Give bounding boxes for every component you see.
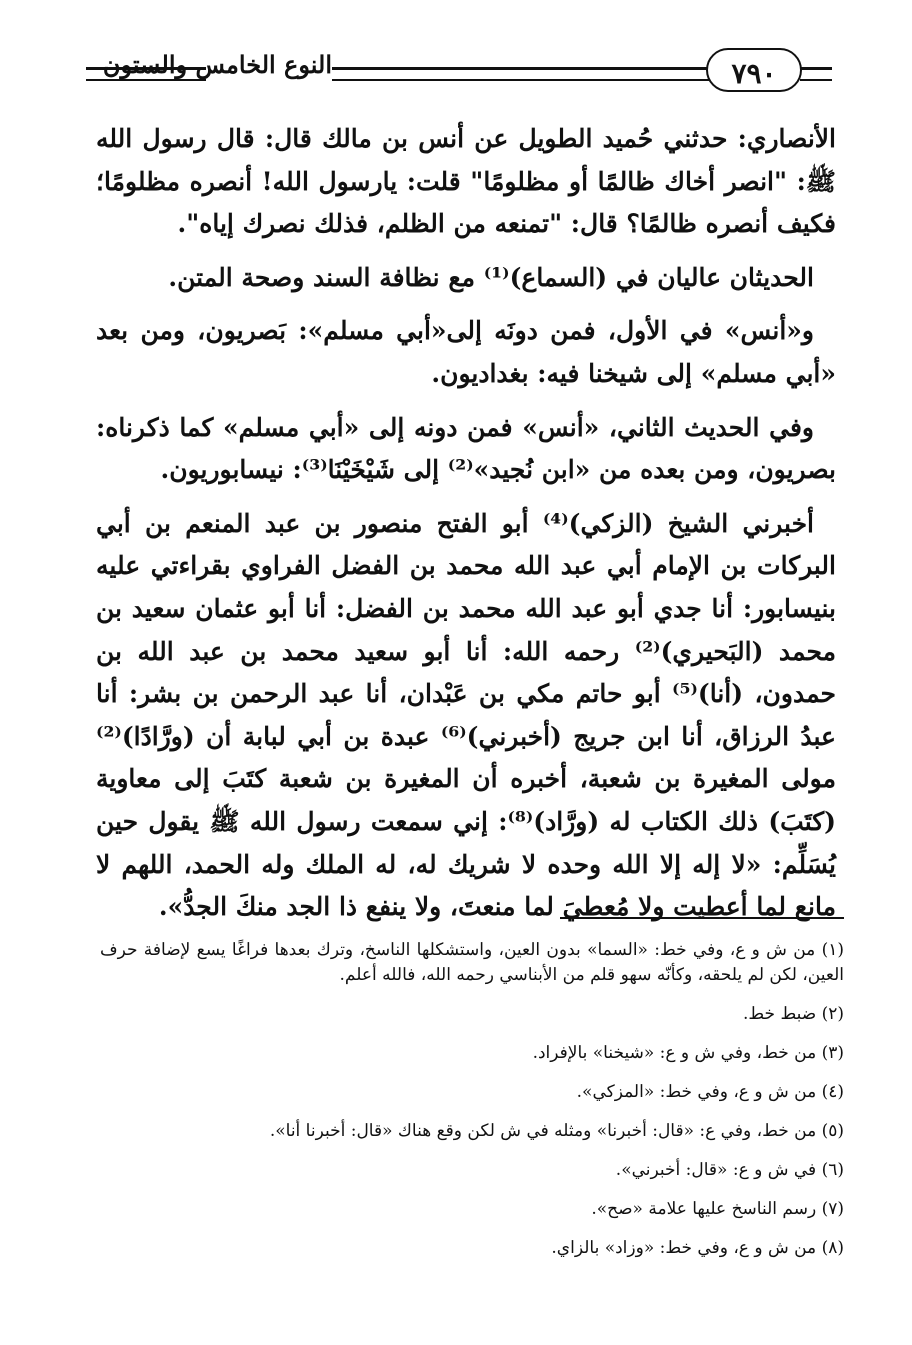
running-title: النوع الخامس والستون — [102, 50, 332, 79]
paragraph: و«أنس» في الأول، فمن دونَه إلى«أبي مسلم»: بَصريون، ومن بعد «أبي مسلم» إلى شيخنا فيه: بغداديون. — [96, 316, 836, 388]
header-rule-middle — [332, 67, 716, 81]
footnotes — [100, 938, 844, 1275]
running-header — [0, 46, 912, 102]
footnote: (٨) من ش و ع، وفي خط: «وزاد» بالزاي. — [551, 1238, 844, 1258]
paragraph: أخبرني الشيخ (الزكي)⁽⁴⁾ أبو الفتح منصور بن عبد المنعم بن أبي البركات بن الإمام أبي عبد الله محمد بن الفضل الفراوي بقراءتي عليه بنيسابور: أنا جدي أبو عبد الله محمد بن الفضل: أنا أبو عثمان سعيد بن محمد (البَحيري)⁽²⁾ رحمه الله: أنا أبو سعيد محمد بن عبد الله بن حمدون، (أنا)⁽⁵⁾ أبو حاتم مكي بن عَبْدان، أنا عبد الرحمن بن بشر: أنا عبدُ الرزاق، أنا ابن جريج (أخبرني)⁽⁶⁾ عبدة بن أبي لبابة أن (ورَّادًا)⁽²⁾ مولى المغيرة بن شعبة، أخبره أن المغيرة بن شعبة كتَبَ إلى معاوية (كتَبَ) ذلك الكتاب له (ورَّاد)⁽⁸⁾: إني سمعت رسول الله ﷺ يقول حين يُسَلِّم: «لا إله إلا الله وحده لا شريك له، له الملك وله الحمد، اللهم لا مانع لما أعطيت ولا مُعطيَ لما منعتَ، ولا ينفع ذا الجد منكَ الجدُّ». — [96, 508, 836, 922]
paragraph: الحديثان عاليان في (السماع)⁽¹⁾ مع نظافة السند وصحة المتن. — [168, 262, 814, 292]
main-text — [96, 118, 836, 940]
footnote: (٦) في ش و ع: «قال: أخبرني». — [615, 1160, 844, 1180]
footnote: (١) من ش و ع، وفي خط: «السما» بدون العين، واستشكلها الناسخ، وترك بعدها فراغًا يسع لإضافة حرف العين، لكن لم يلحقه، وكأنّه سهو قلم من الأبناسي رحمه الله، فالله أعلم. — [100, 940, 844, 985]
footnote: (٧) رسم الناسخ عليها علامة «صح». — [591, 1199, 844, 1219]
footnote: (٢) ضبط خط. — [743, 1004, 844, 1024]
paragraph: وفي الحديث الثاني، «أنس» فمن دونه إلى «أبي مسلم» كما ذكرناه: بصريون، ومن بعده من «ابن نُجيد»⁽²⁾ إلى شَيْخَيْنَا⁽³⁾: نيسابوريون. — [96, 412, 836, 485]
footnote-separator — [560, 917, 844, 919]
page-number: ٧٩٠ — [706, 48, 802, 92]
footnote: (٥) من خط، وفي ع: «قال: أخبرنا» ومثله في ش لكن وقع هناك «قال: أخبرنا أنا». — [269, 1121, 844, 1141]
footnote: (٣) من خط، وفي ش و ع: «شيخنا» بالإفراد. — [532, 1043, 844, 1063]
paragraph: الأنصاري: حدثني حُميد الطويل عن أنس بن مالك قال: قال رسول الله ﷺ: "انصر أخاك ظالمًا أو مظلومًا" قلت: يارسول الله! أنصره مظلومًا؛ فكيف أنصره ظالمًا؟ قال: "تمنعه من الظلم، فذلك نصرك إياه". — [96, 124, 836, 239]
footnote: (٤) من ش و ع، وفي خط: «المزكي». — [576, 1082, 844, 1102]
header-rule-right — [800, 67, 832, 81]
